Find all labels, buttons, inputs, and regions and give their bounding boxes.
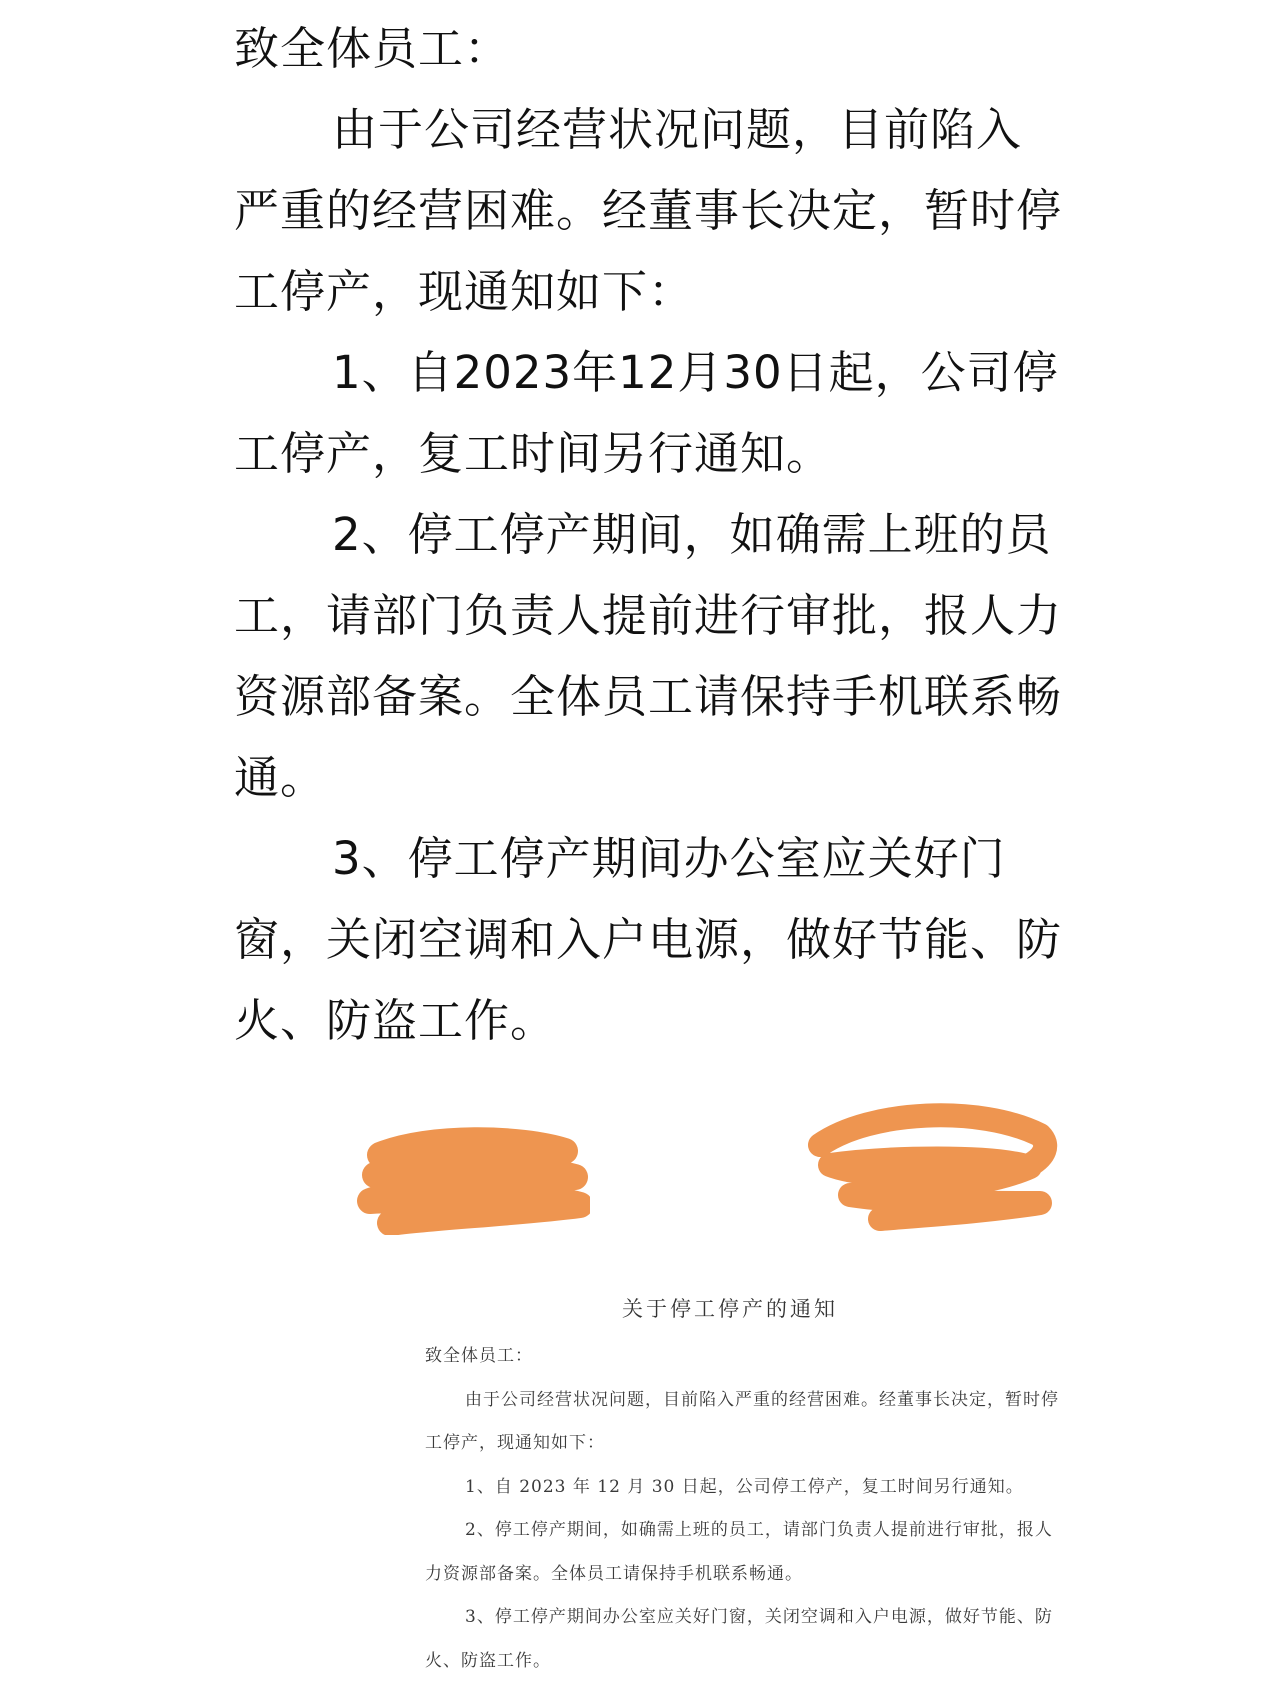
scanned-item-3: 3、停工停产期间办公室应关好门窗，关闭空调和入户电源，做好节能、防火、防盗工作。 bbox=[425, 1607, 1053, 1671]
scanned-item-2: 2、停工停产期间，如确需上班的员工，请部门负责人提前进行审批，报人力资源部备案。全体员工请保持手机联系畅通。 bbox=[425, 1520, 1053, 1584]
notice-item-1: 1、自2023年12月30日起，公司停工停产，复工时间另行通知。 bbox=[234, 346, 1059, 480]
salutation: 致全体员工： bbox=[234, 22, 511, 75]
redaction-scribble-left bbox=[350, 1125, 590, 1235]
notice-item-2: 2、停工停产期间，如确需上班的员工，请部门负责人提前进行审批，报人力资源部备案。全体员工请保持手机联系畅通。 bbox=[234, 508, 1063, 804]
large-notice-text bbox=[234, 8, 1064, 1061]
notice-item-3: 3、停工停产期间办公室应关好门窗，关闭空调和入户电源，做好节能、防火、防盗工作。 bbox=[234, 832, 1063, 1047]
scanned-notice-photo bbox=[350, 1135, 1110, 1695]
scanned-intro-paragraph: 由于公司经营状况问题，目前陷入严重的经营困难。经董事长决定，暂时停工停产，现通知如下： bbox=[425, 1389, 1059, 1453]
intro-paragraph: 由于公司经营状况问题，目前陷入严重的经营困难。经董事长决定，暂时停工停产，现通知如下： bbox=[234, 103, 1063, 318]
scanned-item-1: 1、自 2023 年 12 月 30 日起，公司停工停产，复工时间另行通知。 bbox=[465, 1476, 1024, 1497]
scanned-document-body bbox=[425, 1335, 1065, 1683]
scanned-document-title: 关于停工停产的通知 bbox=[622, 1297, 838, 1321]
redaction-scribble-right bbox=[790, 1085, 1060, 1235]
scanned-salutation: 致全体员工： bbox=[425, 1346, 533, 1366]
